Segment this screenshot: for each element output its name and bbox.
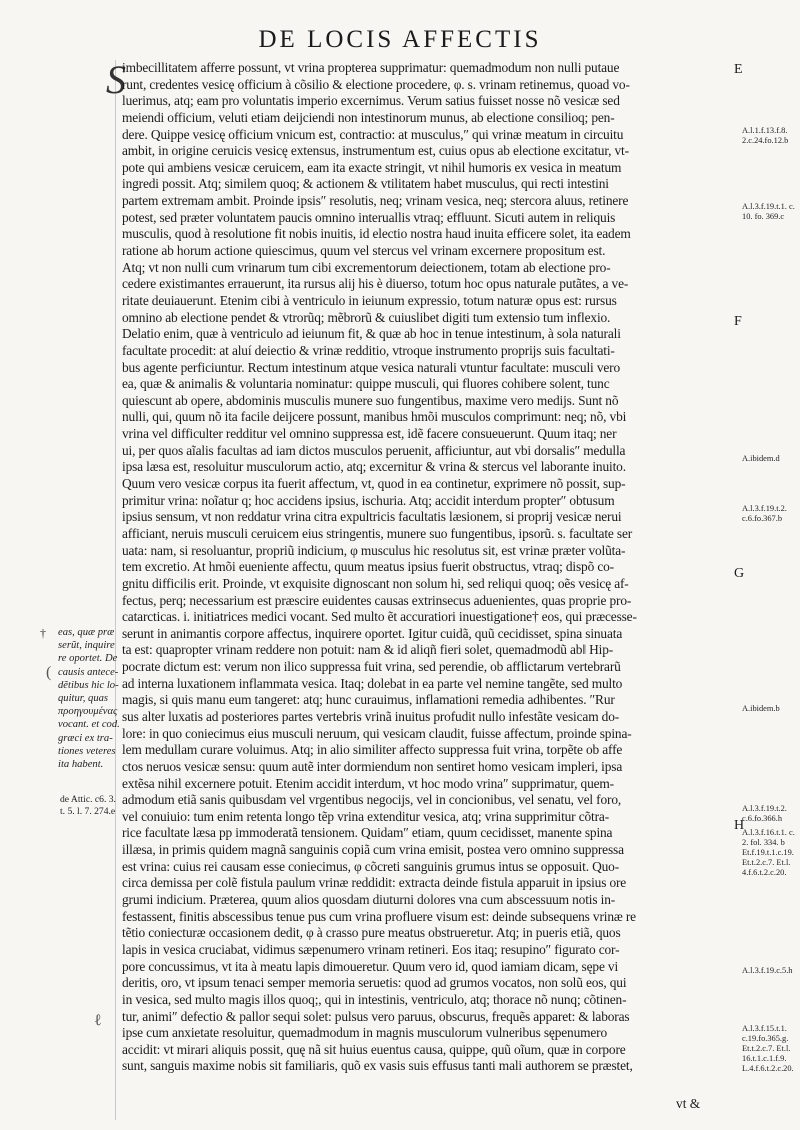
text-line: gnitu difficilis erit. Proinde, vt exquisite dignoscant non solum hi, sed reliqui quoq; oẽs vesicę af-: [122, 575, 629, 591]
text-line: extẽsa nihil excernere potuit. Etenim accidit interdum, vt hoc modo vrina″ supprimatur, quem-: [122, 775, 614, 791]
section-marker-f: F: [734, 314, 742, 329]
text-line: afficiant, neruis musculi ceruicem eius stringentis, munere suo fungentibus, ipsorũ. s. facultate ser: [122, 525, 633, 541]
text-line: primitur vrina: noĩatur q; hoc accidens ipsius, ischuria. Atq; accidit interdum propter″ obtusum: [122, 492, 615, 508]
text-line: lapis in vesica cruciabat, vidimus sæpenumero vrinam retineri. Eos itaq; resupino″ figurato cor-: [122, 941, 620, 957]
text-line: ratione ab horum actione quiescimus, quum vel stercus vel vrinam excernere propositum est.: [122, 243, 606, 259]
text-line: ui, per quos aĩalis facultas ad iam dictos musculos peruenit, afficiuntur, aut vbi dorsalis″ medulla: [122, 442, 626, 458]
text-line: nulli, qui, quum nõ ita facile deijcere possunt, manibus hmõi musculos comprimunt: neq; nõ, vbi: [122, 409, 627, 425]
left-margin-note: [58, 626, 124, 771]
section-marker-g: G: [734, 566, 745, 581]
margin-ref: A.l.1.f.13.f.8. 2.c.24.fo.12.b: [742, 126, 789, 145]
note-line: serũt, inquire: [58, 640, 115, 652]
text-line: pote qui ambiens vesicæ ceruicem, eam ita exacte stringit, vt nihil humoris ex vesica in meatum: [122, 159, 622, 175]
drop-initial: S: [106, 57, 126, 102]
text-line: Delatio enim, quæ à ventriculo ad ieiunum fit, & quæ ab hoc in tenue intestinum, à sola naturali: [122, 326, 621, 342]
note-line: causis antece-: [58, 666, 119, 678]
note-line: re oportet. De: [58, 653, 118, 665]
text-line: facultate procedit: at aluí deiectio & vrinæ redditio, vtroque instrumento proprijs suis facultati-: [122, 342, 615, 358]
text-line: musculis, quod à resolutione fit nobis inuitis, id electio nostra haud inuita efficere solet, ita eadem: [122, 226, 631, 242]
text-line: rice facultate læsa pp immoderatã tensionem. Quidam″ etiam, quum cecidisset, manente spina: [122, 825, 613, 841]
text-line: tẽtio coniecturæ occasionem dedit, φ à crasso pure meatus obstrueretur. Atq; in pueris etiã, quos: [122, 925, 621, 941]
text-line: uata: nam, si resoluantur, propriũ indicium, φ musculus hic resolutus sit, est vrinæ præter volũta-: [122, 542, 626, 558]
text-line: meiendi officium, veluti etiam deijciendi non intestinorum munus, ab electione consilioq; pen-: [122, 109, 615, 125]
note-line: προηγουμένας: [58, 706, 118, 718]
margin-ref: A.l.3.f.19.t.1. c. 10. fo. 369.c: [742, 202, 795, 221]
margin-ref: A.l.3.f.19.t.2. c.6.fo.367.b: [742, 504, 787, 523]
text-line: potest, sed præter voluntatem paucis omnino interuallis vtraq; effluunt. Sicuti autem in reliquis: [122, 209, 616, 225]
dagger-mark: †: [40, 626, 46, 640]
pencil-mark: ℓ: [94, 1012, 102, 1029]
text-line: circa demissa per colẽ fistula paulum vrinæ reddidit: extracta deinde fistula apparuit in ipsius ore: [122, 875, 627, 891]
section-marker-h: H: [734, 818, 745, 833]
text-line: est vrina: cuius rei causam esse coniecimus, φ cõcreti sanguinis grumus intus se opposuit. Quo-: [122, 858, 620, 874]
text-line: deritis, oro, vt ipsum tenaci semper memoria seruetis: quod ad grumos vocatos, non solũ eos, qui: [122, 975, 627, 991]
text-line: sunt, sanguis maxime nobis sit familiaris, quõ ex vasis suis effusus tanti mali authorem se præstet,: [122, 1058, 633, 1074]
text-line: luerimus, atq; eam pro voluntatis imperio excernimus. Verum satius fuisset nosse nõ vesicæ sed: [122, 93, 620, 109]
text-line: fectus, perq; necessarium est præscire euidentes causas extrinsecus aduenientes, quas proprie pro-: [122, 592, 632, 608]
left-margin-ref: de Attic. c6. 3. t. 5. l. 7. 274.e: [60, 794, 116, 817]
text-line: omnino ab electione pendet & vtrorũq; mẽbrorũ & cuiuslibet digiti tum extensio tum inflexio.: [122, 309, 611, 325]
margin-rule: [115, 60, 116, 1120]
text-line: ipsius sensum, vt non reddatur vrina citra expultricis facultatis læsionem, si proprij vesicæ nerui: [122, 509, 622, 525]
text-line: catarcticas. i. initiatrices medici vocant. Sed multo ẽt accuratiori inuestigatione† eos, qui præcesse-: [122, 609, 637, 625]
margin-ref: A.ibidem.d: [742, 454, 780, 463]
text-line: ipse cum anxietate resoluitur, quemadmodum in magnis musculorum vulneribus sępenumero: [122, 1025, 608, 1041]
text-line: ritate deuiauerunt. Etenim cibi à ventriculo in ieiunum expressio, totum naturæ opus est: rursus: [122, 292, 617, 308]
text-line: ctos neruos vesicæ sensu: quum autẽ inter dormiendum non sentiret homo vesicam impleri, ipsa: [122, 758, 623, 774]
text-line: Atq; vt non nulli cum vrinarum tum cibi excrementorum deiectionem, totam ab electione pro-: [122, 259, 611, 275]
text-line: in vesica, sed multo magis illos quoq;, qui in intestinis, ventriculo, atq; thorace nõ nunq; cõtinen-: [122, 991, 627, 1007]
text-line: partem extremam ambit. Proinde ipsis″ resolutis, neq; vrinam vesica, neq; stercora aluus, retinere: [122, 193, 629, 209]
section-marker-e: E: [734, 62, 743, 77]
note-line: quitur, quas: [58, 693, 109, 705]
note-line: ita habent.: [58, 759, 104, 771]
text-line: ipsa læsa est, resoluitur musculorum actio, atq; excernitur & vrina & stercus vel laborante inuito.: [122, 459, 626, 475]
text-line: cedere existimantes errauerunt, ita rursus alij his è diuerso, totum hoc opus naturale putãtes, a ve-: [122, 276, 629, 292]
text-line: ea, quæ & animalis & voluntaria nominatur: quippe musculi, qui fluores cohibere solent, tunc: [122, 376, 610, 392]
text-line: pocrate dictum est: verum non ilico suppressa fuit vrina, sed perendie, ob afflictarum vertebrarũ: [122, 659, 621, 675]
text-line: ad interna luxationem inflammata vesica. Itaq; dolebat in ea parte vel nemine tangẽte, sed multo: [122, 675, 623, 691]
note-line: græci ex tra-: [58, 732, 113, 744]
text-line: ambit, in origine ceruicis vesicę extensus, instrumentum est, cuius opus ab electione excitatur, vt-: [122, 143, 629, 159]
text-line: lem medullam curare voluimus. Atq; in alio similiter affecto suppressa fuit vrina, torpẽte ob affe: [122, 742, 623, 758]
text-line: dere. Quippe vesicę officium vnicum est, contractio: at musculus,″ qui vrinæ meatum in circuitu: [122, 126, 624, 142]
text-line: quiescunt ab opere, abdominis musculis munere suo fungentibus, maxime vero medijs. Sunt nõ: [122, 392, 619, 408]
main-text-block: [122, 60, 732, 1075]
margin-ref: A.l.3.f.19.t.2. c.6.fo.366.h: [742, 804, 787, 823]
margin-ref: A.ibidem.b: [742, 704, 780, 713]
margin-ref: A.l.3.f.19.c.5.h: [742, 966, 793, 975]
catchword: vt &: [676, 1096, 701, 1111]
text-line: sus alter luxatis ad posteriores partes vertebris vrinã inuitus profudit nullo infestãte vesicam do-: [122, 708, 620, 724]
note-line: dẽtibus hic lo-: [58, 679, 119, 691]
page-title: DE LOCIS AFFECTIS: [258, 26, 542, 53]
text-line: tur, animi″ defectio & pallor sequi solet: pulsus vero paruus, obscurus, frequẽs apparet: & laboras: [122, 1008, 630, 1024]
text-line: lore: in quo coniecimus eius musculi neruum, qui vesicam claudit, fuisse affectum, proinde spina-: [122, 725, 632, 741]
text-line: imbecillitatem afferre possunt, vt vrina propterea supprimatur: quemadmodum non nulli putaue: [122, 60, 620, 75]
text-line: tem excretio. At hmõi eueniente affectu, quum meatus ipsius fuerit obstructus, vtraq; dispõ co-: [122, 559, 614, 575]
text-line: vrina vel difficulter redditur vel omnino suppressa est, idẽ facere consueuerunt. Quum itaq; ner: [122, 426, 617, 442]
text-line: magis, si quis manu eum tangeret: atq; hunc curauimus, inflamationi remedia adhibentes. ″Rur: [122, 692, 615, 708]
text-line: vel conuiuio: tum enim retenta longo tẽp vrina extenditur vesica, atq; vrina supprimitur cõtra-: [122, 808, 610, 824]
note-line: vocant. et cod.: [58, 719, 120, 731]
text-line: bus agente perficiuntur. Rectum intestinum atque vesica naturali vtuntur facultate: musculi vero: [122, 359, 621, 375]
text-line: admodum etiã sanis quibusdam vel vrgentibus negocijs, vel in concionibus, vel senatu, vel foro,: [122, 792, 622, 808]
text-line: illæsa, in primis quidem magnã sanguinis copiã cum vrina emisit, postea vero omnino suppressa: [122, 842, 624, 858]
text-line: ingredi possit. Atq; similem quoq; & actionem & vtilitatem habet musculus, qui recti intestini: [122, 176, 609, 192]
text-line: grumi indicium. Præterea, quum alios quosdam diuturni dolores vna cum abscessuum notis in-: [122, 892, 616, 908]
text-line: accidit: vt mirari aliquis possit, quę nã sit huius euentus causa, quippe, quũ oĩum, quæ in corpore: [122, 1041, 626, 1057]
pencil-mark: (: [46, 664, 52, 681]
margin-ref: A.l.3.f.16.t.1. c. 2. fol. 334. b Et.f.19.t.1.c.19. Et.t.2.c.7. Et.l. 4.f.6.t.2.c.20.: [742, 828, 795, 877]
text-line: runt, credentes vesicę officium à cõsilio & electione procedere, φ. s. vrinam retinemus, quoad vo-: [122, 76, 630, 92]
text-line: ta est: quapropter vrinam reddere non potuit: nam & id aliqñ fieri solet, quemadmodũ ab‖ Hip-: [122, 642, 614, 658]
text-line: festassent, finitis abscessibus tenue pus cum vrina profluere visum est: deinde subsequens vrinæ re: [122, 908, 636, 924]
note-line: tiones veteres: [58, 745, 116, 757]
note-line: eas, quæ præ: [58, 627, 115, 638]
text-line: pore concussimus, vt ita à meatu lapis dimoueretur. Quum vero id, quod iamiam dicam, sępe vi: [122, 958, 619, 974]
margin-ref: A.l.3.f.15.t.1. c.19.fo.365.g. Et.t.2.c.7. Et.l. 16.t.1.c.1.f.9. L.4.f.6.t.2.c.20.: [742, 1024, 794, 1073]
text-line: serunt in animantis corpore affectus, inquirere oportet. Igitur cuidã, quũ cecidisset, spina sinuata: [122, 625, 623, 641]
text-line: Quum vero vesicæ corpus ita fuerit affectum, vt, quod in ea continetur, exprimere nõ possit, sup-: [122, 476, 626, 492]
